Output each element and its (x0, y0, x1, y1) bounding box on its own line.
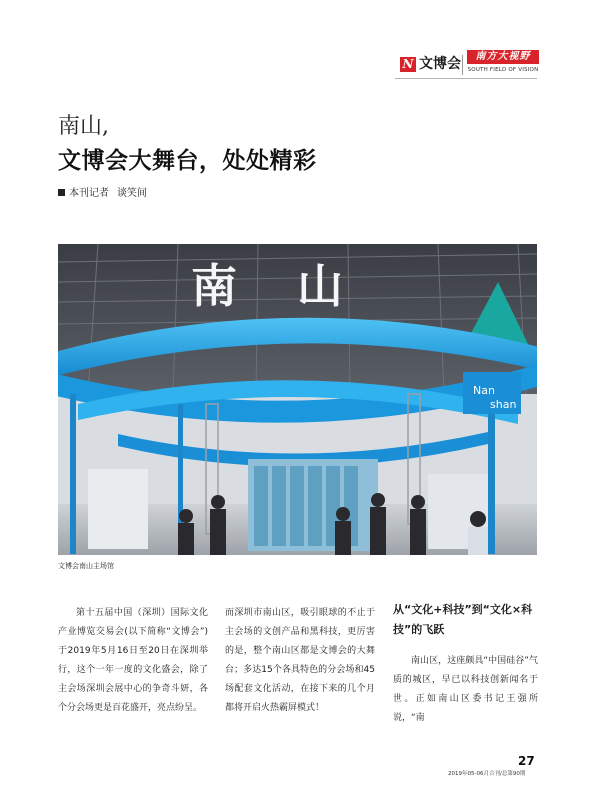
section-badge-icon: N (400, 57, 416, 72)
photo-caption: 文博会南山主场馆 (58, 562, 114, 570)
brand-subtitle: SOUTH FIELD OF VISION (467, 67, 539, 73)
section-name: 文博会 (419, 56, 461, 72)
header-rule (395, 78, 537, 79)
issue-info: 2019年05-06月合刊/总第90期 (448, 771, 526, 777)
body-column-1: 第十五届中国（深圳）国际文化产业博览交易会(以下简称“文博会”)于2019年5月16日至20日在深圳举行，这个一年一度的文化盛会，除了主会场深圳会展中心的争奇斗妍，各个分会场更是百花盛开，亮点纷呈。 (58, 608, 208, 713)
article-photo (58, 244, 537, 555)
body-column-2: 而深圳市南山区，吸引眼球的不止于主会场的文创产品和黑科技，更厉害的是，整个南山区都是文博会的大舞台；多达15个各具特色的分会场和45场配套文化活动，在接下来的几个月都将开启火热霸屏模式！ (225, 608, 375, 713)
byline-role: 本刊记者 (69, 188, 109, 199)
section-subhead: 从“文化+科技”到“文化×科技”的飞跃 (393, 603, 533, 636)
article-title-line2: 文博会大舞台，处处精彩 (58, 147, 317, 174)
byline-square-icon (58, 189, 65, 196)
body-column-3: 南山区，这座颇具“中国硅谷”气质的城区，早已以科技创新闻名于世。正如南山区委书记王强所说，“南 (393, 656, 538, 723)
page-number: 27 (518, 754, 535, 768)
stage-sign: 南 山 (190, 259, 366, 313)
article-title-line1: 南山, (58, 114, 109, 139)
header-divider (462, 55, 463, 75)
byline-author: 谈笑间 (117, 188, 147, 199)
side-sign-line2: shan (490, 398, 517, 411)
byline (58, 187, 147, 201)
side-sign-line1: Nan (473, 384, 495, 397)
page-header (0, 0, 595, 84)
brand-name: 南方大视野 (475, 51, 531, 62)
